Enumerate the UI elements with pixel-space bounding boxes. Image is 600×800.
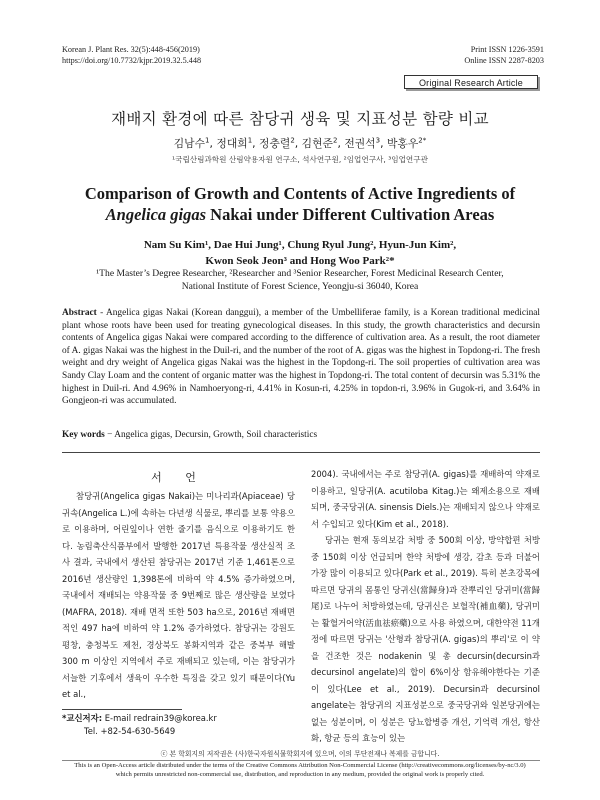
license-notice bbox=[40, 762, 560, 779]
body-column-right bbox=[311, 466, 540, 747]
correspondence-label: *교신저자: bbox=[62, 713, 103, 723]
korean-authors: 김남수$^1$, 정대희$^1$, 정충렬$^2$, 김현준$^2$, 전권석$^3$, 박홍우$^{2*}$ bbox=[173, 135, 427, 150]
license-line1: This is an Open-Access article distributed under the terms of the Creative Commons Attribution Non-Commercial License (http://creativecommons.org/licenses/by-nc/3.0) bbox=[74, 762, 526, 769]
keywords-text: − Angelica gigas, Decursin, Growth, Soil characteristics bbox=[104, 430, 318, 440]
english-authors bbox=[40, 237, 560, 269]
abstract-text: - Angelica gigas Nakai (Korean danggui), a member of the Umbelliferae family, is a Korean traditional medicinal plant whose roots have been used for treating gynecological diseases. In this study, the growth characteristics and decursin contents of Angelica gigas Nakai were compared according to the difference of cultivation area. As a result, the root diameter of A. gigas Nakai was the highest in the Duil-ri, and the number of the root of A. gigas was the highest in Topdong-ri. The fresh weight and dry weight of Angelica gigas Nakai was the highest in the Topdong-ri. The soil properties of cultivation area was Sandy Clay Loam and the content of organic matter was the highest in Topdong-ri. The total content of decursin was 5.31% the highest in Duil-ri. And 4.96% in Namhoeryong-ri, 4.41% in Kosun-ri, 4.25% in topdon-ri, 3.96% in Gugok-ri, and 3.64% in Gongjeon-ri was accumulated. bbox=[62, 308, 540, 407]
korean-affiliations: ¹국립산림과학원 산림약용자원 연구소, 석사연구원, ²임업연구사, ³임업연구관 bbox=[172, 155, 428, 164]
english-title-line2: Nakai under Different Cultivation Areas bbox=[210, 205, 495, 224]
kr-author: 정대희 bbox=[216, 137, 248, 150]
kr-author: 김현준 bbox=[301, 137, 333, 150]
kr-author: 정충렬 bbox=[259, 137, 291, 150]
english-affiliations bbox=[40, 268, 560, 293]
kr-author: 전권석 bbox=[344, 137, 376, 150]
abstract bbox=[62, 307, 540, 408]
body-paragraph: 당귀는 현재 동의보감 처방 중 500회 이상, 방약합편 처방 중 150회 이상 언급되며 한약 처방에 생강, 감초 등과 더불어 가장 많이 이용되고 있다(Park et al., 2019). 특히 본초강목에 따르면 당귀의 몸통인 당귀신(當歸身)과 잔뿌리인 당귀미(當歸尾)로 나누어 처방하였는데, 당귀신은 보혈작(補血藥), 당귀미는 활혈거어약(活血祛瘀藥)으로 사용 하였으며, 대한약전 11개정에 따르면 당귀는 '산형과 참당귀(A. gigas)의 뿌리'로 이 약을 건조한 것은 nodakenin 및 총 decursin(decursin과 decursinol angelate)의 합이 6%이상 함유해야한다는 기준이 있다(Lee et al., 2019). Decursin과 decursinol angelate는 참당귀의 지표성분으로 중국당귀와 일본당귀에는 없는 성분이며, 이 성분은 당뇨합병증 개선, 기억력 개선, 항산화, 항균 등의 효능이 있는 bbox=[311, 535, 540, 743]
abstract-label: Abstract bbox=[62, 308, 97, 318]
section-divider bbox=[62, 452, 540, 453]
english-authors-line1: Nam Su Kim¹, Dae Hui Jung¹, Chung Ryul Jung², Hyun-Jun Kim², bbox=[143, 239, 457, 251]
english-title-species: Angelica gigas bbox=[105, 205, 207, 224]
keywords bbox=[62, 430, 540, 440]
body-paragraph: 참당귀(Angelica gigas Nakai)는 미나리과(Apiaceae) 당귀속(Angelica L.)에 속하는 다년생 식물로, 뿌리를 보통 약용으로 이용하며, 어린잎이나 연한 줄기를 음식으로 이용하기도 한다. 농림축산식품부에서 발행한 2017년 특용작물 생산실적 조사 결과, 국내에서 생산된 참당귀는 2017년 기준 1,461톤으로 2016년 생산량인 1,398톤에 비하여 약 4.5% 증가하였으며, 국내에서 재배되는 약용작물 중 9번째로 많은 생산량을 보였다(MAFRA, 2018). 재배 면적 또한 503 ha으로, 2016년 재배면적인 497 ha에 비하여 약 1.2% 증가하였다. 참당귀는 강원도 평창, 충청북도 제천, 경상북도 봉화지역과 같은 중북부 해발 300 m 이상인 지역에서 주로 재배되고 있는데, 이는 참당귀가 서늘한 기후에서 생육이 우수한 특징을 갖고 있기 때문이다(Yu et al., bbox=[62, 491, 295, 699]
footnote-divider bbox=[62, 709, 182, 710]
kr-author: 김남수 bbox=[173, 137, 206, 150]
english-authors-line2: Kwon Seok Jeon³ and Hong Woo Park²* bbox=[205, 255, 395, 267]
article-type-badge: Original Research Article bbox=[404, 75, 538, 89]
english-title bbox=[40, 183, 560, 225]
correspondence-tel: Tel. +82-54-630-5649 bbox=[84, 726, 176, 736]
journal-line: Korean J. Plant Res. 32(5):448-456(2019) bbox=[62, 45, 200, 54]
body-column-left bbox=[62, 488, 295, 703]
english-affil-line1: ¹The Master’s Degree Researcher, ²Researcher and ³Senior Researcher, Forest Medicinal Research Center, bbox=[96, 268, 504, 279]
english-title-line1: Comparison of Growth and Contents of Active Ingredients of bbox=[84, 184, 516, 203]
footer-divider bbox=[62, 760, 540, 761]
copyright-notice: ⓒ 본 학회지의 저작권은 (사)한국자원식물학회지에 있으며, 이의 무단전재나 복제를 금합니다. bbox=[160, 750, 440, 758]
issn-block bbox=[464, 44, 544, 66]
correspondence-note bbox=[62, 712, 217, 738]
print-issn: Print ISSN 1226-3591 bbox=[470, 45, 544, 54]
keywords-label: Key words bbox=[62, 430, 105, 440]
korean-title: 재배지 환경에 따른 참당귀 생육 및 지표성분 함량 비교 bbox=[111, 110, 489, 128]
correspondence-email[interactable]: E-mail redrain39@korea.kr bbox=[104, 713, 217, 723]
introduction-heading: 서 언 bbox=[151, 471, 206, 484]
online-issn: Online ISSN 2287-8203 bbox=[464, 56, 544, 65]
english-affil-line2: National Institute of Forest Science, Yeongju-si 36040, Korea bbox=[181, 280, 419, 292]
license-line2: which permits unrestricted non-commercial use, distribution, and reproduction in any medium, provided the original work is properly cited. bbox=[115, 770, 485, 778]
doi-line[interactable]: https://doi.org/10.7732/kjpr.2019.32.5.448 bbox=[62, 56, 202, 65]
journal-citation bbox=[62, 44, 201, 66]
kr-author: 박홍우 bbox=[386, 137, 419, 150]
body-paragraph: 2004). 국내에서는 주로 참당귀(A. gigas)를 재배하여 약재로 이용하고, 일당귀(A. acutiloba Kitag.)는 왜제소용으로 재배되며, 중국당귀(A. sinensis Diels.)는 재배되지 않으나 약재로서 수입되고 있다(Kim et al., 2018). bbox=[311, 469, 540, 529]
